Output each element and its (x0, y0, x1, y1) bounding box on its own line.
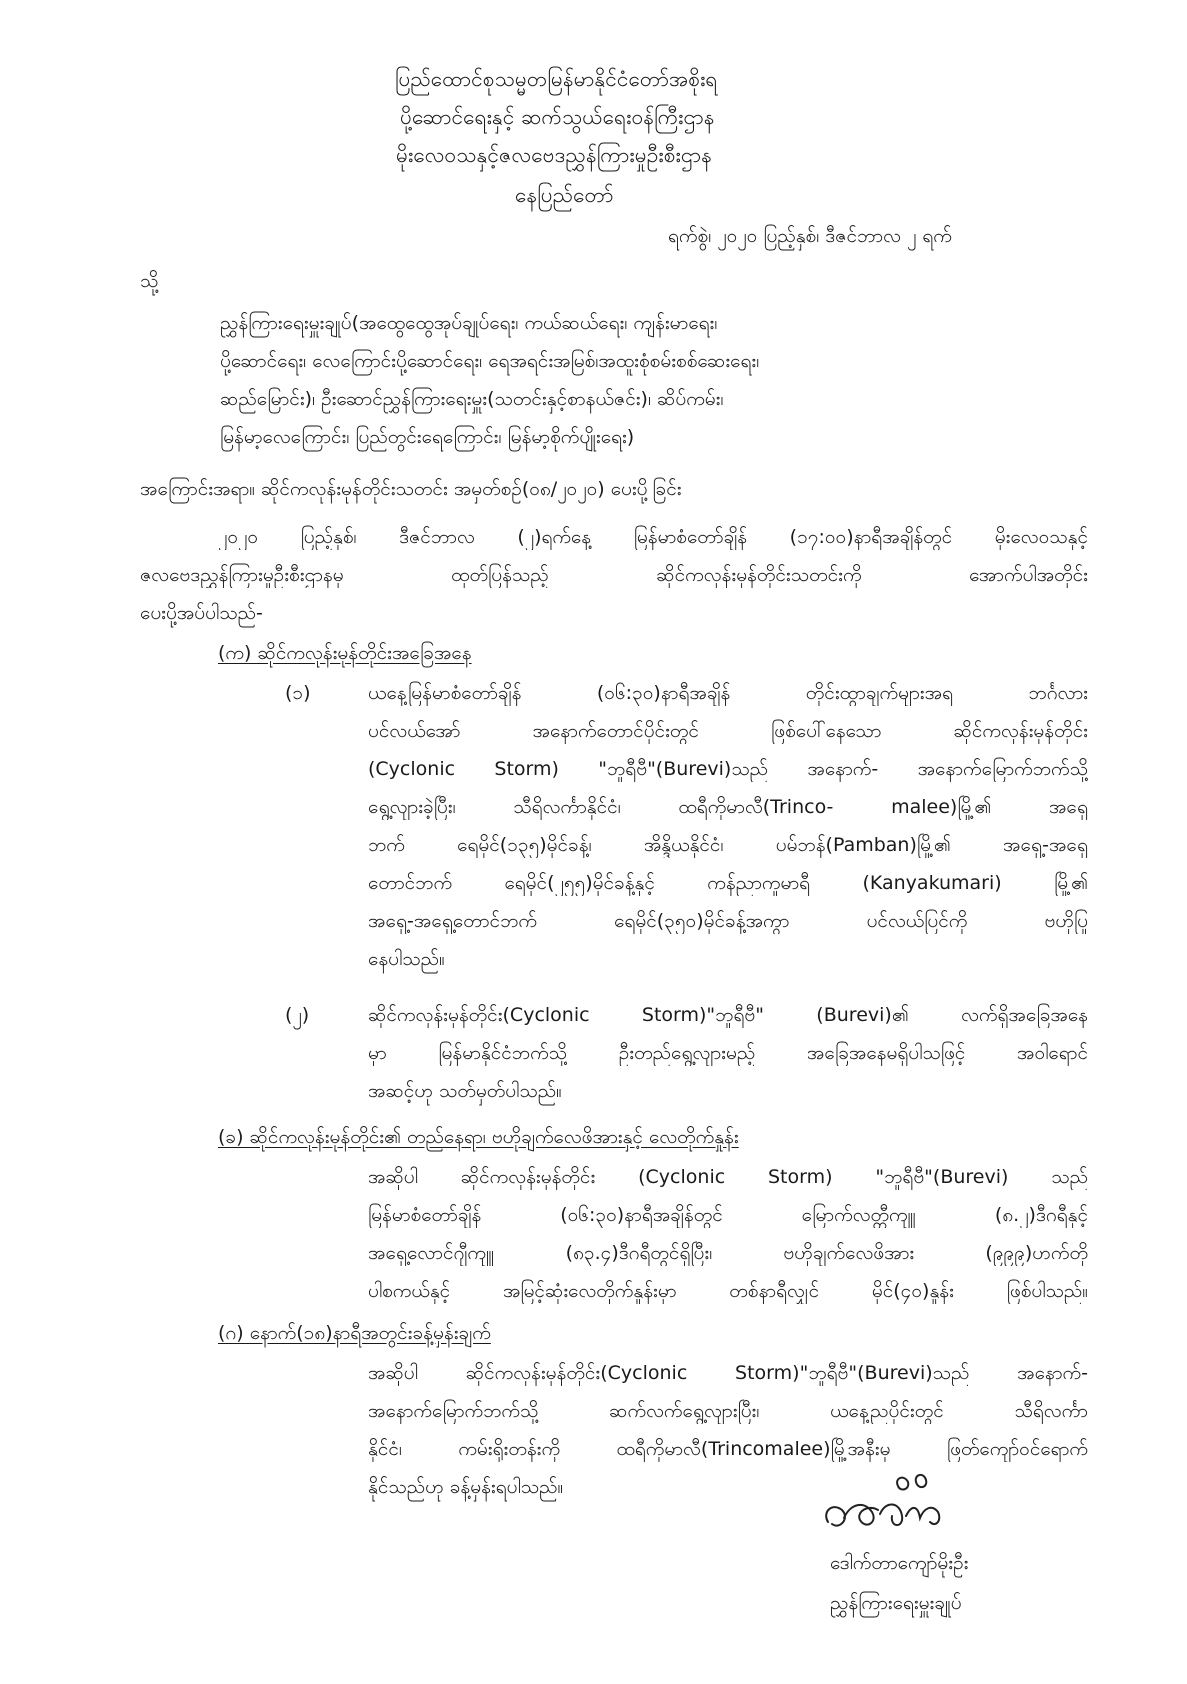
item-line: ယနေ့မြန်မာစံတော်ချိန် (၀၆:၃၀)နာရီအချိန် တိုင်းထွာချက်များအရ ဘင်္ဂလား (368, 682, 1088, 704)
section-heading-ka: (က) ဆိုင်ကလုန်းမုန်တိုင်းအခြေအနေ (218, 642, 472, 664)
item-number: (၁) (285, 682, 311, 704)
item-line: ဘက် ရေမိုင်(၁၃၅)မိုင်ခန့်၊ အိန္ဒိယနိုင်ငံ၊ ပမ်ဘန်(Pamban)မြို့၏ အရှေ့-အရှေ့ (368, 834, 1088, 856)
paragraph-line: မြန်မာစံတော်ချိန် (၀၆:၃၀)နာရီအချိန်တွင် မြောက်လတ္တီကျူ (၈.၂)ဒီဂရီနှင့် (368, 1204, 1088, 1226)
paragraph-line: ပါစကယ်နှင့် အမြင့်ဆုံးလေတိုက်နှုန်းမှာ တစ်နာရီလျှင် မိုင်(၄၀)နှုန်း ဖြစ်ပါသည်။ (368, 1280, 1088, 1302)
paragraph-line: နိုင်သည်ဟု ခန့်မှန်းရပါသည်။ (368, 1476, 564, 1498)
recipient-line: မြန်မာ့လေကြောင်း၊ ပြည်တွင်းရေကြောင်း၊ မြန်မာ့စိုက်ပျိုးရေး) (220, 426, 635, 448)
item-line: မှာ မြန်မာနိုင်ငံဘက်သို့ ဦးတည်ရွေ့လျားမည့် အခြေအနေမရှိပါသဖြင့် အဝါရောင် (368, 1042, 1088, 1064)
handwritten-signature (820, 1460, 970, 1540)
paragraph-line: ဇလဗေဒညွှန်ကြားမှုဦးစီးဌာနမှ ထုတ်ပြန်သည့် ဆိုင်ကလုန်းမုန်တိုင်းသတင်းကို အောက်ပါအတိုင်း (140, 564, 1088, 586)
item-line: အဆင့်ဟု သတ်မှတ်ပါသည်။ (368, 1080, 562, 1102)
paragraph-line: နိုင်ငံ၊ ကမ်းရိုးတန်းကို ထရီကိုမာလီ(Trincomalee)မြို့အနီးမှ ဖြတ်ကျော်ဝင်ရောက် (368, 1438, 1088, 1460)
item-line: ရွေ့လျားခဲ့ပြီး၊ သီရိလင်္ကာနိုင်ငံ၊ ထရီကိုမာလီ(Trinco- malee)မြို့၏ အရှေ့ (368, 796, 1088, 818)
ministry-header-line1: ပြည်ထောင်စုသမ္မတမြန်မာနိုင်ငံတော်အစိုးရ (395, 67, 718, 91)
recipient-line: ညွှန်ကြားရေးမှူးချုပ်(အထွေထွေအုပ်ချုပ်ရေး၊ ကယ်ဆယ်ရေး၊ ကျန်းမာရေး၊ (220, 312, 718, 334)
to-label: သို့ (140, 270, 159, 292)
signatory-title: ညွှန်ကြားရေးမှူးချုပ် (830, 1592, 962, 1614)
item-line: နေပါသည်။ (368, 948, 445, 970)
item-line: ဆိုင်ကလုန်းမုန်တိုင်း(Cyclonic Storm)"ဘူရီဗီ" (Burevi)၏ လက်ရှိအခြေအနေ (368, 1004, 1088, 1026)
item-line: (Cyclonic Storm) "ဘူရီဗီ"(Burevi)သည် အနောက်- အနောက်မြောက်ဘက်သို့ (368, 758, 1088, 780)
ministry-header-line3: မိုးလေဝသနှင့်ဇလဗေဒညွှန်ကြားမှုဦးစီးဌာန (396, 143, 713, 167)
document-date: ရက်စွဲ၊ ၂၀၂၀ ပြည့်နှစ်၊ ဒီဇင်ဘာလ ၂ ရက် (668, 225, 952, 247)
paragraph-line: အရှေ့လောင်ဂျီကျူ (၈၃.၄)ဒီဂရီတွင်ရှိပြီး၊ ဗဟိုချက်လေဖိအား (၉၉၉)ဟက်တို (368, 1242, 1088, 1264)
item-line: ပင်လယ်အော် အနောက်တောင်ပိုင်းတွင် ဖြစ်ပေါ်နေသော ဆိုင်ကလုန်းမုန်တိုင်း (368, 720, 1088, 742)
section-heading-kha: (ခ) ဆိုင်ကလုန်းမုန်တိုင်း၏ တည်နေရာ၊ ဗဟိုချက်လေဖိအားနှင့် လေတိုက်နှုန်း (218, 1126, 739, 1148)
item-line: အရှေ့-အရှေ့တောင်ဘက် ရေမိုင်(၃၅၀)မိုင်ခန့်အကွာ ပင်လယ်ပြင်ကို ဗဟိုပြု (368, 910, 1088, 932)
signatory-name: ဒေါက်တာကျော်မိုးဦး (830, 1552, 969, 1574)
recipient-line: ဆည်မြောင်း)၊ ဦးဆောင်ညွှန်ကြားရေးမှူး(သတင်းနှင့်စာနယ်ဇင်း)၊ ဆိပ်ကမ်း၊ (220, 388, 724, 410)
paragraph-line: အနောက်မြောက်ဘက်သို့ ဆက်လက်ရွေ့လျားပြီး၊ ယနေ့ညပိုင်းတွင် သီရိလင်္ကာ (368, 1400, 1088, 1422)
paragraph-line: အဆိုပါ ဆိုင်ကလုန်းမုန်တိုင်း (Cyclonic Storm) "ဘူရီဗီ"(Burevi) သည် (368, 1166, 1088, 1188)
recipient-line: ပို့ဆောင်ရေး၊ လေကြောင်းပို့ဆောင်ရေး၊ ရေအရင်းအမြစ်၊အထူးစုံစမ်းစစ်ဆေးရေး၊ (220, 350, 760, 372)
paragraph-line: ၂၀၂၀ ပြည့်နှစ်၊ ဒီဇင်ဘာလ (၂)ရက်နေ့ မြန်မာစံတော်ချိန် (၁၇:၀၀)နာရီအချိန်တွင် မိုးလေဝသနှင့် (218, 526, 1088, 548)
item-number: (၂) (285, 1004, 310, 1026)
subject-line: အကြောင်းအရာ။ ဆိုင်ကလုန်းမုန်တိုင်းသတင်း အမှတ်စဉ်(၀၈/၂၀၂၀) ပေးပို့ခြင်း (140, 478, 682, 500)
section-heading-ga: (ဂ) နောက်(၁၈)နာရီအတွင်းခန့်မှန်းချက် (218, 1322, 491, 1344)
paragraph-line: အဆိုပါ ဆိုင်ကလုန်းမုန်တိုင်း(Cyclonic Storm)"ဘူရီဗီ"(Burevi)သည် အနောက်- (368, 1362, 1088, 1384)
ministry-header-line2: ပို့ဆောင်ရေးနှင့် ဆက်သွယ်ရေးဝန်ကြီးဌာန (400, 105, 715, 129)
paragraph-line: ပေးပို့အပ်ပါသည်- (140, 602, 263, 624)
ministry-header-line4: နေပြည်တော် (515, 183, 614, 207)
item-line: တောင်ဘက် ရေမိုင်(၂၅၅)မိုင်ခန့်နှင့် ကန်ညာကူမာရီ (Kanyakumari) မြို့၏ (368, 872, 1088, 894)
